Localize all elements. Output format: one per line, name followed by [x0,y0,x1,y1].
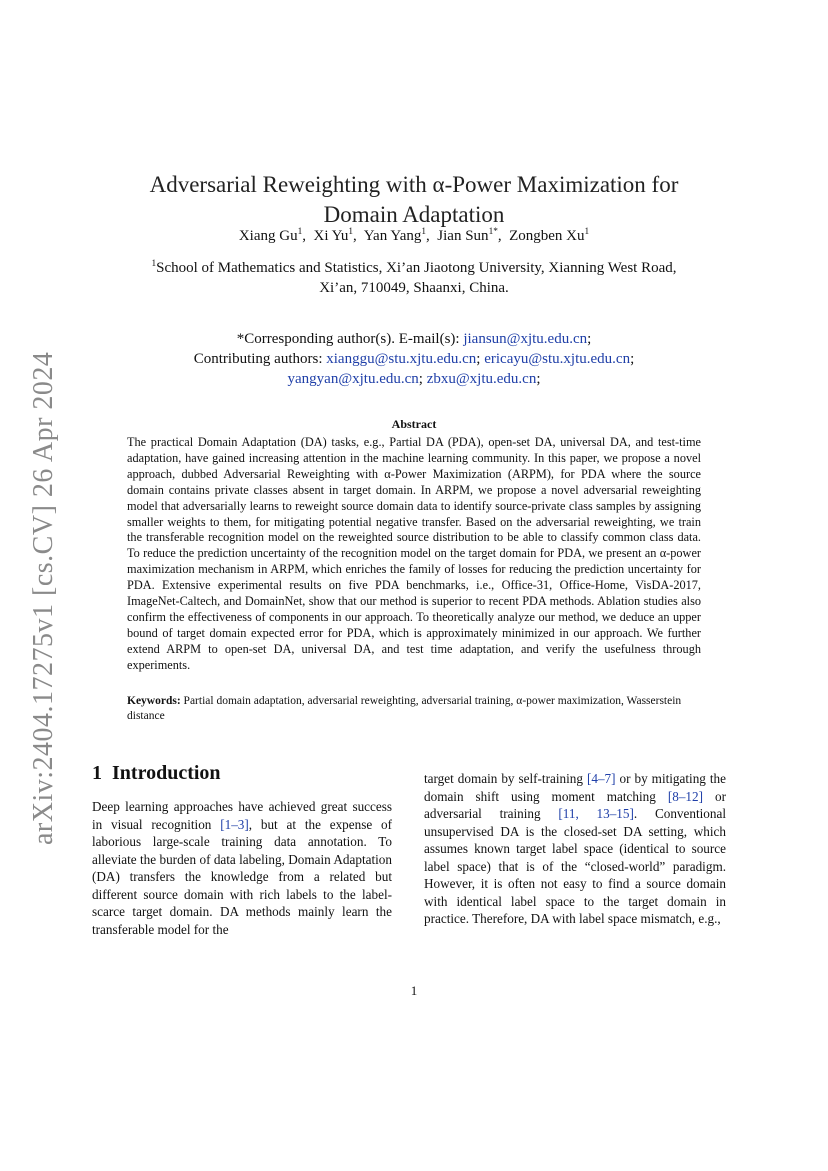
separator: ; [418,371,423,387]
keywords-label: Keywords: [127,695,181,707]
paragraph-text: . Conventional unsupervised DA is the closed-set DA setting, which assumes known target label space (identical to source label space) that is of the “closed-world” paradigm. However, it is often not easy to find a source domain with identical label space to the target domain in practice. Therefore, DA with label space mismatch, e.g., [424,806,726,926]
affiliation-mark: 1 [151,259,157,269]
author-name: Jian Sun [437,228,489,244]
keywords-list: Partial domain adaptation, adversarial reweighting, adversarial training, α-power maximization, Wasserstein distance [127,695,682,722]
contributor-email-link[interactable]: ericayu@stu.xjtu.edu.cn [484,351,631,367]
paragraph-text: , but at the expense of laborious large-scale training data annotation. To alleviate the burden of data labeling, Domain Adaptation (DA) transfers the knowledge from a related but different source domain with rich labels to the label-scarce target domain. DA methods mainly learn the transferable model for the [92,816,392,937]
citation-link[interactable]: [8–12] [667,788,704,804]
author-name: Zongben Xu [509,228,585,244]
paragraph-text: target domain by self-training [424,771,587,786]
affiliation [100,258,728,298]
paragraph-text: or by mitigating the domain shift using moment matching [424,771,726,804]
citation-link[interactable]: [11, 13–15] [558,806,634,821]
citation-link[interactable]: [4–7] [586,771,616,786]
author-affiliation-mark: 1 [421,227,427,237]
separator: ; [587,331,592,347]
contributing-label: Contributing authors: [193,351,327,367]
right-column-text [424,770,726,928]
page-number: 1 [410,983,418,998]
author-name: Xiang Gu [238,228,298,244]
contributor-email-link[interactable]: xianggu@stu.xjtu.edu.cn [326,351,477,367]
separator: ; [630,351,635,367]
separator: ; [536,371,541,387]
left-column-text [92,798,392,938]
keywords [127,694,701,724]
paragraph-text: or adversarial training [424,788,726,821]
abstract-body: The practical Domain Adaptation (DA) tasks, e.g., Partial DA (PDA), open-set DA, universal DA, and test-time adaptation, have gained increasing attention in the machine learning community. In this paper, we propose a novel approach, dubbed Adversarial Reweighting with α-Power Maximization (ARPM), for PDA where the source domain contains private classes absent in target domain. In ARPM, we propose a novel adversarial reweighting model that adversarially learns to reweight source domain data to identify source-private class samples by assigning smaller weights to them, for mitigating potential negative transfer. Based on the adversarial reweighting, we train the transferable recognition model on the reweighted source distribution to be able to classify common class data. To reduce the prediction uncertainty of the recognition model on the target domain for PDA, we present an α-power maximization mechanism in ARPM, which enriches the family of losses for reducing the prediction uncertainty for PDA. Extensive experimental results on five PDA benchmarks, i.e., Office-31, Office-Home, VisDA-2017, ImageNet-Caltech, and DomainNet, show that our method is superior to recent PDA methods. Ablation studies also confirm the effectiveness of components in our approach. To theoretically analyze our method, we deduce an upper bound of target domain expected error for PDA, which is approximately minimized in our approach. We further extend ARPM to open-set DA, universal DA, and test time adaptation, and verify the usefulness through experiments. [127,435,701,672]
title-line-1: Adversarial Reweighting with α-Power Maximization for [149,172,679,197]
section-title: Introduction [112,762,221,784]
section-number: 1 [92,762,102,784]
author-list: Xiang Gu$^1$, Xi Yu$^1$, Yan Yang$^1$, Jian Sun$^{1*}$, Zongben Xu$^1$ [238,227,590,244]
contact-info [100,329,728,389]
paragraph-text: Deep learning approaches have achieved great success in visual recognition [92,799,392,832]
affiliation-line-1: School of Mathematics and Statistics, Xi’an Jiaotong University, Xianning West Road, [156,260,677,276]
arxiv-identifier-stamp: arXiv:2404.17275v1 [cs.CV] 26 Apr 2024 [28,351,59,845]
separator: ; [476,351,481,367]
author-affiliation-mark: 1 [584,227,590,237]
author-name: Xi Yu [313,228,349,244]
citation-link[interactable]: [1–3] [220,816,249,832]
corresponding-label: *Corresponding author(s). E-mail(s): [236,331,464,347]
section-heading [92,762,221,785]
author-name: Yan Yang [363,228,422,244]
title-line-2: Domain Adaptation [323,202,505,227]
corresponding-email-link[interactable]: jiansun@xjtu.edu.cn [463,331,588,347]
author-affiliation-mark: 1 [348,227,354,237]
author-affiliation-mark: 1 [297,227,303,237]
contributor-email-link[interactable]: yangyan@xjtu.edu.cn [287,371,419,387]
paper-title [80,170,748,230]
abstract-heading: Abstract [391,417,437,431]
contributor-email-link[interactable]: zbxu@xjtu.edu.cn [426,371,537,387]
affiliation-line-2: Xi’an, 710049, Shaanxi, China. [319,280,509,296]
author-affiliation-mark: 1* [488,227,498,237]
